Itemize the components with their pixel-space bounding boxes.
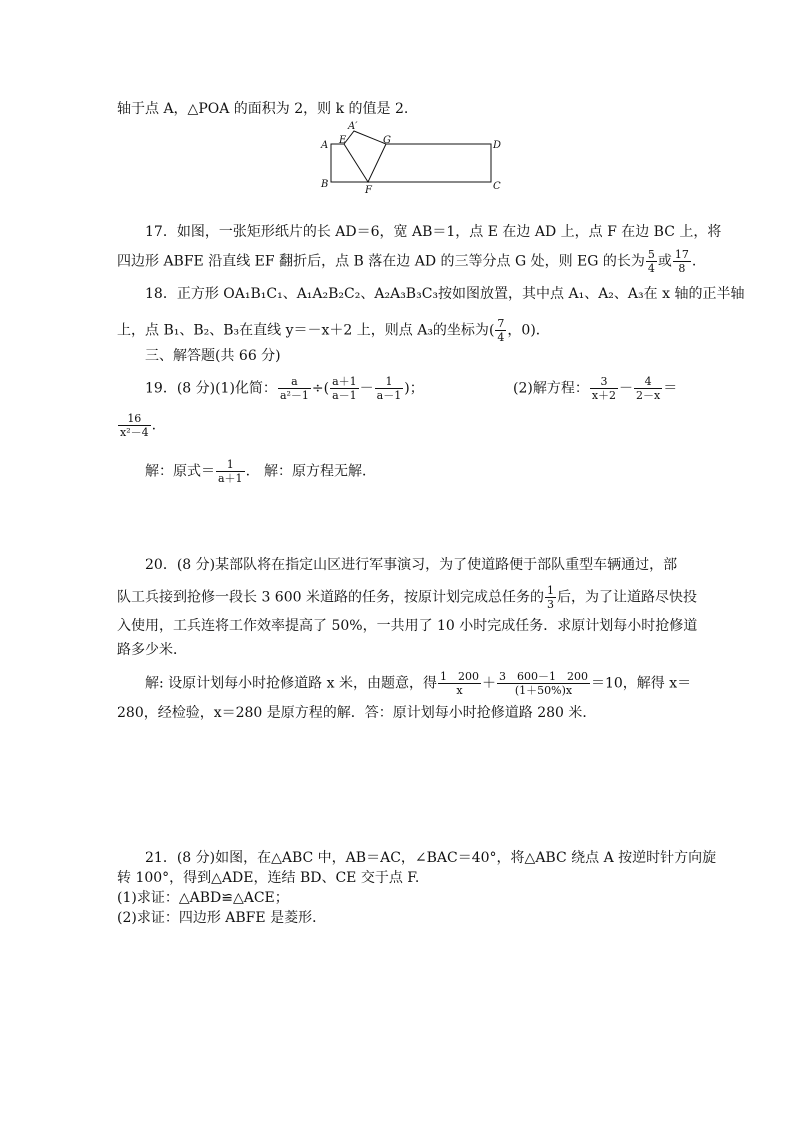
q17-answer-fraction-1: $\frac{5}{4}$ [647,248,655,275]
label-f: F [365,185,372,196]
label-g: G [383,135,391,146]
q18-line-1: 18．正方形 OA₁B₁C₁、A₁A₂B₂C₂、A₂A₃B₃C₃按如图放置，其中点 A₁、A₂、A₃在 x 轴的正半轴 [145,286,745,302]
q18-line-2: 上，点 B₁、B₂、B₃在直线 y＝－x＋2 上，则点 A₃的坐标为( $\frac{7}{4}$ ，0)． [117,317,550,344]
q20-line-1: 20．(8 分)某部队将在指定山区进行军事演习，为了使道路便于部队重型车辆通过，部 [145,557,678,573]
q20-line-2: 队工兵接到抢修一段长 3 600 米道路的任务，按原计划完成总任务的 $\frac{1}{3}$ 后，为了让道路尽快投 [117,584,697,611]
q20-solution-line-1: 解: 设原计划每小时抢修道路 x 米，由题意，得 $\frac{1 200}{x}$ ＋ $\frac{3 600-1 200}{(1+50\%)x}$ ＝10，解得 x＝ [145,670,692,697]
q19-fraction-3: $\frac{1}{a-1}$ [376,375,402,402]
q19-part-1-label: 19．(8 分)(1)化简： [145,380,277,397]
label-a: A [321,140,329,151]
q18-coordinate-fraction: $\frac{7}{4}$ [497,317,505,344]
q20-line-3: 入使用，工兵连将工作效率提高了 50%，一共用了 10 小时完成任务．求原计划每小时抢修道 [117,618,698,634]
section-3-heading: 三、解答题(共 66 分) [145,348,281,364]
q17-end: . [691,253,697,270]
q21-part-2: (2)求证：四边形 ABFE 是菱形． [117,910,327,926]
q19-part-1: 19．(8 分)(1)化简： $\frac{a}{\text{a²－1}}$ ÷( $\frac{a+1}{a-1}$ － $\frac{1}{a-1}$ )； [145,375,424,402]
q17-answer-fraction-2: $\frac{17}{8}$ [674,248,689,275]
label-b: B [321,179,329,190]
q17-figure [316,118,506,196]
q17-or: 或 [657,253,672,270]
q19-equation-fraction-3: $\frac{16}{\text{x²－4}}$ [120,412,149,439]
q17-line-2 [117,248,696,275]
q20-solution-line-2: 280，经检验，x＝280 是原方程的解．答：原计划每小时抢修道路 280 米． [117,705,597,721]
label-d: D [493,140,502,151]
folded-flap [344,131,386,182]
q20-line-4: 路多少米． [117,642,187,658]
q19-part-2-continued: $\frac{16}{\text{x²－4}}$ . [120,412,157,439]
q17-line-1: 17．如图，一张矩形纸片的长 AD＝6，宽 AB＝1，点 E 在边 AD 上，点 F 在边 BC 上，将 [145,224,722,240]
q21-part-1: (1)求证：△ABD≌△ACE； [117,890,289,906]
label-e: E [339,135,347,146]
q16-tail-text: 轴于点 A，△POA 的面积为 2，则 k 的值是 2. [117,101,409,117]
q19-fraction-2: $\frac{a+1}{a-1}$ [332,375,357,402]
q18-line-2-text: 上，点 B₁、B₂、B₃在直线 y＝－x＋2 上，则点 A₃的坐标为 [117,322,489,339]
q20-solution-fraction-1: $\frac{1 200}{x}$ [439,670,479,697]
q20-fraction-one-third: $\frac{1}{3}$ [546,584,554,611]
q20-solution-fraction-2: $\frac{3 600-1 200}{(1+50\%)x}$ [498,670,588,697]
label-a-prime: A′ [348,121,358,132]
q19-equation-fraction-2: $\frac{4}{2-x}$ [636,375,661,402]
q19-fraction-1: $\frac{a}{\text{a²－1}}$ [279,375,309,402]
q21-line-2: 转 100°，得到△ADE，连结 BD、CE 交于点 F. [117,870,420,886]
q21-line-1: 21．(8 分)如图，在△ABC 中，AB＝AC，∠BAC＝40°，将△ABC 绕点 A 按逆时针方向旋 [145,850,717,866]
label-c: C [493,181,501,192]
q19-solution-fraction: $\frac{1}{a+1}$ [218,458,243,485]
q19-part-2: (2)解方程： $\frac{3}{x+2}$ － $\frac{4}{2-x}$ ＝ [513,375,678,402]
q19-solution: 解：原式＝ $\frac{1}{a+1}$ . 解：原方程无解． [145,458,377,485]
q17-line-2-text: 四边形 ABFE 沿直线 EF 翻折后，点 B 落在边 AD 的三等分点 G 处，则 EG 的长为 [117,253,645,270]
q19-part-2-label: (2)解方程： [513,380,589,397]
q19-equation-fraction-1: $\frac{3}{x+2}$ [591,375,617,402]
